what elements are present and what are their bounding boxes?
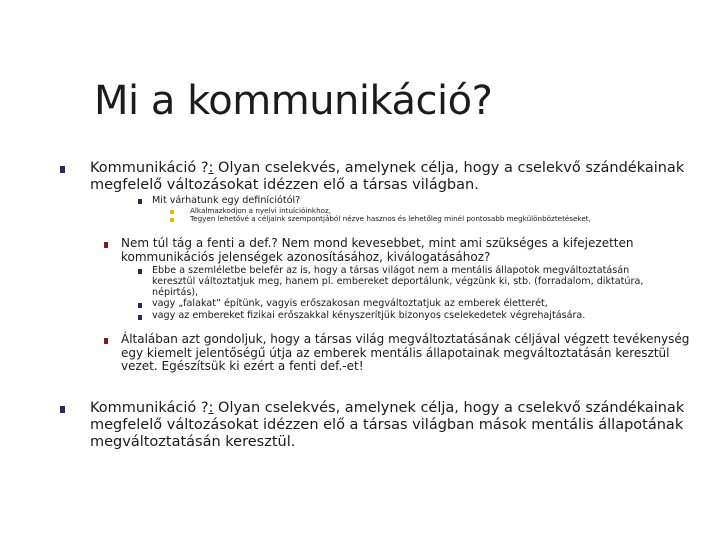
question-paragraph — [121, 237, 633, 264]
example-line1: Ebbe a szemléletbe belefér az is, hogy a társas világot nem a mentális állapotok megváltoztatásán — [152, 265, 630, 276]
example-line3: népirtás), — [152, 287, 199, 299]
bullet-icon — [138, 199, 142, 204]
example-paragraph — [152, 265, 643, 299]
example-walls: vagy „falakat” építünk, vagyis erőszakosan megváltoztatjuk az emberek életterét, — [152, 298, 548, 309]
revised-definition-line3: megváltoztatásán keresztül. — [90, 434, 296, 450]
subpoint-intuition: Alkalmazkodjon a nyelvi intuícióinkhoz, — [190, 206, 332, 215]
example-force: vagy az embereket fizikai erőszakkal kényszerítjük bizonyos cselekedetek végrehajtására. — [152, 310, 586, 321]
definition-colon: : — [208, 160, 214, 176]
revised-definition-paragraph — [90, 400, 684, 451]
bullet-icon — [170, 218, 174, 222]
bullet-icon — [104, 242, 108, 248]
definition-paragraph — [90, 160, 684, 194]
question-line2: kommunikációs jelenségek azonosításához, kiválogatásához? — [121, 249, 491, 264]
revised-definition-line2: megfelelő változásokat idézzen elő a társas világban mások mentális állapotának — [90, 417, 684, 433]
opinion-line3: vezet. Egészítsük ki ezért a fenti def.-et! — [121, 359, 364, 373]
subpoint-distinction: Tegyen lehetővé a céljaink szempontjából nézve hasznos és lehetőleg minél pontosabb megkülönböztetéseket, — [190, 214, 591, 223]
bullet-icon — [60, 406, 65, 413]
definition-term: Kommunikáció ? — [90, 160, 209, 176]
bullet-icon — [170, 210, 174, 214]
definition-line2: megfelelő változásokat idézzen elő a társas világban. — [90, 177, 479, 193]
bullet-icon — [104, 338, 108, 344]
revised-definition-term: Kommunikáció ? — [90, 400, 209, 416]
opinion-line1: Általában azt gondoljuk, hogy a társas világ megváltoztatásának céljával végzett tevékenység — [121, 332, 690, 346]
slide-title: Mi a kommunikáció? — [94, 78, 493, 124]
example-line2: keresztül változtatjuk meg, hanem pl. embereket deportálunk, végzünk ki, stb. (forradalom, diktatúra, — [152, 276, 644, 288]
definition-line1: Olyan cselekvés, amelynek célja, hogy a cselekvő szándékainak — [213, 160, 685, 176]
bullet-icon — [138, 269, 142, 274]
opinion-line2: egy kiemelt jelentőségű útja az emberek mentális állapotainak megváltoztatásán keresztül — [121, 345, 670, 360]
subpoint-expectation: Mit várhatunk egy definíciótól? — [152, 195, 301, 206]
opinion-paragraph — [121, 333, 689, 374]
revised-definition-line1: Olyan cselekvés, amelynek célja, hogy a cselekvő szándékainak — [213, 400, 685, 416]
bullet-icon — [138, 303, 142, 308]
bullet-icon — [60, 166, 65, 173]
revised-definition-colon: : — [208, 400, 214, 416]
bullet-icon — [138, 315, 142, 320]
question-line1: Nem túl tág a fenti a def.? Nem mond kevesebbet, mint ami szükséges a kifejezetten — [121, 236, 634, 250]
